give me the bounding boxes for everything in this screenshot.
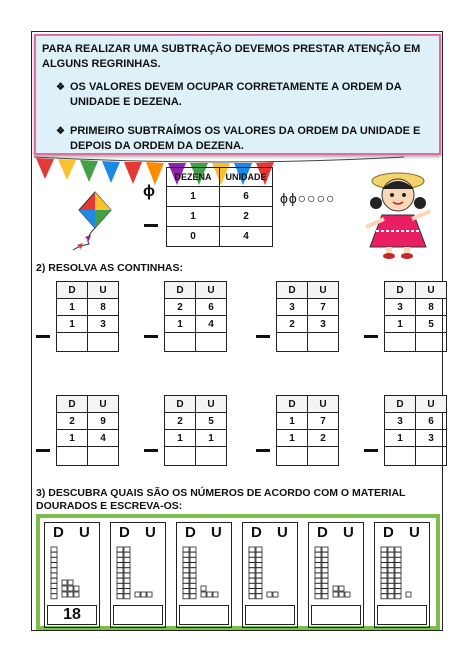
ten-rod-cube [256,552,262,557]
ten-rod-cube [395,583,401,588]
cell: 4 [220,227,273,247]
ten-rod-cube [395,573,401,578]
answer-box[interactable] [311,605,361,625]
rules-box [34,34,441,155]
minus-sign [144,224,158,227]
unit-cube [339,592,344,597]
unit-cube [68,580,73,585]
ten-rod-cube [315,589,321,594]
ten-rod-cube [256,589,262,594]
base-ten-blocks-icon [45,545,99,603]
ten-rod-cube [395,594,401,599]
ten-rod-cube [51,583,57,588]
ten-rod-cube [51,573,57,578]
rod-icon: ϕ [143,183,155,200]
column-header: D [57,282,88,299]
tens-label: D [383,524,394,541]
ten-rod-cube [388,563,394,568]
answer-cell[interactable] [165,333,196,352]
ten-rod-cube [315,573,321,578]
answer-cell[interactable] [196,333,227,352]
digit-cell: 1 [196,430,227,447]
answer-box[interactable] [377,605,427,625]
cell: 1 [167,187,220,207]
ten-rod-cube [124,568,130,573]
subtraction-problem [276,281,339,352]
answer-box[interactable] [245,605,295,625]
unit-cube [147,592,152,597]
ten-rod-cube [124,563,130,568]
ten-rod-cube [124,547,130,552]
ten-rod-cube [183,552,189,557]
unit-cube [135,592,140,597]
answer-cell[interactable] [308,333,339,352]
ten-rod-cube [315,563,321,568]
digit-cell: 3 [277,299,308,316]
ten-rod-cube [388,578,394,583]
ten-rod-cube [117,547,123,552]
answer-box[interactable] [179,605,229,625]
subtraction-problem [164,395,227,466]
unit-cube [345,592,350,597]
digit-cell: 2 [165,413,196,430]
unit-cube [333,586,338,591]
ten-rod-cube [117,552,123,557]
minus-sign [144,449,158,452]
answer-cell[interactable] [57,447,88,466]
section-2-title: 2) RESOLVA AS CONTINHAS: [36,262,184,274]
ten-rod-cube [183,557,189,562]
ten-rod-cube [388,547,394,552]
ten-rod-cube [117,583,123,588]
example-table [166,167,273,247]
digit-cell: 6 [196,299,227,316]
column-header: U [308,396,339,413]
ten-rod-cube [256,583,262,588]
ten-rod-cube [388,589,394,594]
base-ten-blocks-icon [111,545,165,603]
rule-1-text: OS VALORES DEVEM OCUPAR CORRETAMENTE A ORDEM DA UNIDADE E DEZENA. [70,81,402,108]
ten-rod-cube [256,578,262,583]
unit-cube [213,592,218,597]
kite-icon [65,190,115,252]
ten-rod-cube [315,568,321,573]
unit-cube [207,592,212,597]
unit-cube [141,592,146,597]
subtraction-problem [56,395,119,466]
ten-rod-cube [395,552,401,557]
column-header: U [416,396,447,413]
ten-rod-cube [249,594,255,599]
ten-rod-cube [315,594,321,599]
diamond-bullet-icon: ❖ [56,126,65,137]
ten-rod-cube [381,552,387,557]
unit-cube [406,592,411,597]
ten-rod-cube [249,573,255,578]
ten-rod-cube [315,547,321,552]
ten-rod-cube [117,589,123,594]
tens-label: D [185,524,196,541]
ten-rod-cube [256,573,262,578]
digit-cell: 1 [165,430,196,447]
digit-cell: 6 [416,413,447,430]
column-header: U [196,396,227,413]
ten-rod-cube [51,589,57,594]
ten-rod-cube [395,578,401,583]
ten-rod-cube [190,578,196,583]
ten-rod-cube [124,552,130,557]
digit-cell: 5 [196,413,227,430]
digit-cell: 1 [277,430,308,447]
ten-rod-cube [381,583,387,588]
ten-rod-cube [322,573,328,578]
answer-cell[interactable] [308,447,339,466]
units-label: U [211,524,222,541]
base-ten-card [110,522,166,628]
column-header: D [165,282,196,299]
ten-rod-cube [51,568,57,573]
ten-rod-cube [381,573,387,578]
base-ten-blocks-icon [243,545,297,603]
ten-rod-cube [249,547,255,552]
ten-rod-cube [183,583,189,588]
base-ten-card [44,522,100,628]
ten-rod-cube [388,557,394,562]
ten-rod-cube [183,568,189,573]
column-header: U [88,282,119,299]
answer-box[interactable] [113,605,163,625]
subtraction-problem [276,395,339,466]
ten-rod-cube [256,557,262,562]
subtraction-problem [384,395,447,466]
ten-rod-cube [51,563,57,568]
ten-rod-cube [249,557,255,562]
unit-cube [74,592,79,597]
ten-rod-cube [51,547,57,552]
cell: 1 [167,207,220,227]
ten-rod-cube [322,563,328,568]
subtraction-problem [164,281,227,352]
ten-rod-cube [322,578,328,583]
ten-rod-cube [388,594,394,599]
unit-cube [62,592,67,597]
digit-cell: 5 [416,316,447,333]
base-ten-blocks-icon [309,545,363,603]
ten-rod-cube [381,589,387,594]
column-header: D [277,282,308,299]
base-ten-blocks-icon [375,545,429,603]
ten-rod-cube [124,573,130,578]
base-ten-card [308,522,364,628]
ten-rod-cube [51,594,57,599]
units-label: U [145,524,156,541]
ten-rod-cube [51,578,57,583]
digit-cell: 1 [277,413,308,430]
ten-rod-cube [190,594,196,599]
ten-rod-cube [256,594,262,599]
unit-cube [62,586,67,591]
digit-cell: 8 [416,299,447,316]
header-unidade: UNIDADE [220,168,273,187]
ten-rod-cube [256,568,262,573]
digit-cell: 1 [57,316,88,333]
base-ten-blocks-panel [36,514,440,630]
unit-cube [201,586,206,591]
rules-intro: PARA REALIZAR UMA SUBTRAÇÃO DEVEMOS PRESTAR ATENÇÃO EM ALGUNS REGRINHAS. [42,43,421,70]
answer-box[interactable]: 18 [47,605,97,625]
ten-rod-cube [190,589,196,594]
ten-rod-cube [190,552,196,557]
answer-cell[interactable] [88,333,119,352]
ten-rod-cube [190,547,196,552]
ten-rod-cube [249,583,255,588]
ten-rod-cube [322,583,328,588]
ten-rod-cube [395,547,401,552]
ten-rod-cube [395,568,401,573]
unit-cube [273,592,278,597]
ten-rod-cube [381,578,387,583]
ten-rod-cube [315,552,321,557]
column-header: D [165,396,196,413]
ten-rod-cube [322,557,328,562]
section-3-title: 3) DESCUBRA QUAIS SÃO OS NÚMEROS DE ACORDO COM O MATERIAL DOURADOS E ESCREVA-OS: [36,487,406,512]
ten-rod-cube [190,568,196,573]
base-ten-card [176,522,232,628]
ten-rod-cube [124,583,130,588]
digit-cell: 7 [308,299,339,316]
column-header: D [57,396,88,413]
answer-cell[interactable] [385,333,416,352]
ten-rod-cube [190,563,196,568]
ten-rod-cube [183,594,189,599]
cell: 0 [167,227,220,247]
digit-cell: 2 [57,413,88,430]
ten-rod-cube [249,578,255,583]
column-header: D [385,282,416,299]
ten-rod-cube [51,552,57,557]
units-label: U [79,524,90,541]
column-header: U [196,282,227,299]
ten-rod-cube [381,557,387,562]
answer-cell[interactable] [385,447,416,466]
ten-rod-cube [315,583,321,588]
answer-cell[interactable] [196,447,227,466]
base-ten-card [374,522,430,628]
ten-rod-cube [315,578,321,583]
unit-cube [267,592,272,597]
tens-label: D [317,524,328,541]
header-dezena: DEZENA [167,168,220,187]
ten-rod-cube [388,573,394,578]
digit-cell: 3 [385,299,416,316]
minus-sign [256,449,270,452]
cell: 6 [220,187,273,207]
ten-rod-cube [315,557,321,562]
subtraction-problem [56,281,119,352]
digit-cell: 1 [57,299,88,316]
ten-rod-cube [381,563,387,568]
base-ten-card [242,522,298,628]
ten-rod-cube [381,547,387,552]
ten-rod-cube [395,589,401,594]
unit-cube [333,592,338,597]
column-header: D [277,396,308,413]
base-ten-blocks-icon [177,545,231,603]
unit-cube [74,586,79,591]
ten-rod-cube [322,594,328,599]
digit-cell: 8 [88,299,119,316]
ten-rod-cube [124,578,130,583]
ten-rod-cube [388,583,394,588]
cell: 2 [220,207,273,227]
unit-cube [68,586,73,591]
ten-rod-cube [395,563,401,568]
digit-cell: 4 [88,430,119,447]
ten-rod-cube [249,568,255,573]
digit-cell: 1 [57,430,88,447]
unit-cube [62,580,67,585]
minus-sign [364,449,378,452]
ten-rod-cube [117,594,123,599]
minus-sign [364,335,378,338]
ten-rod-cube [381,594,387,599]
digit-cell: 3 [88,316,119,333]
column-header: U [88,396,119,413]
tens-label: D [251,524,262,541]
answer-cell[interactable] [416,447,447,466]
ten-rod-cube [124,557,130,562]
answer-cell[interactable] [88,447,119,466]
digit-cell: 2 [165,299,196,316]
units-label: U [277,524,288,541]
diamond-bullet-icon: ❖ [56,82,65,93]
minus-sign [36,335,50,338]
digit-cell: 3 [416,430,447,447]
ten-rod-cube [190,583,196,588]
ten-rod-cube [117,568,123,573]
ten-rod-cube [256,563,262,568]
ten-rod-cube [124,594,130,599]
ten-rod-cube [249,563,255,568]
answer-cell[interactable] [57,333,88,352]
ten-rod-cube [249,552,255,557]
digit-cell: 7 [308,413,339,430]
units-label: U [343,524,354,541]
digit-cell: 1 [385,316,416,333]
column-header: U [416,282,447,299]
minus-sign [36,449,50,452]
digit-cell: 3 [385,413,416,430]
unit-cube [201,592,206,597]
ten-rod-cube [322,589,328,594]
units-label: U [409,524,420,541]
rule-1 [56,80,445,110]
ten-rod-cube [322,547,328,552]
ten-rod-cube [322,568,328,573]
answer-cell[interactable] [416,333,447,352]
tens-label: D [119,524,130,541]
ten-rod-cube [190,573,196,578]
ten-rod-cube [117,578,123,583]
beads-illustration-icon: ϕϕ○○○○ [280,190,336,206]
digit-cell: 1 [165,316,196,333]
digit-cell: 9 [88,413,119,430]
ten-rod-cube [117,557,123,562]
ten-rod-cube [190,557,196,562]
answer-cell[interactable] [165,447,196,466]
ten-rod-cube [381,568,387,573]
rule-2-text: PRIMEIRO SUBTRAÍMOS OS VALORES DA ORDEM DA UNIDADE E DEPOIS DA ORDEM DA DEZENA. [70,125,421,152]
ten-rod-cube [256,547,262,552]
digit-cell: 2 [277,316,308,333]
digit-cell: 1 [385,430,416,447]
minus-sign [256,335,270,338]
ten-rod-cube [117,563,123,568]
girl-illustration-icon [358,165,438,260]
tens-label: D [53,524,64,541]
digit-cell: 4 [196,316,227,333]
ten-rod-cube [51,557,57,562]
ten-rod-cube [183,563,189,568]
unit-cube [339,586,344,591]
ten-rod-cube [249,589,255,594]
digit-cell: 3 [308,316,339,333]
ten-rod-cube [183,547,189,552]
answer-cell[interactable] [277,447,308,466]
subtraction-problem [384,281,447,352]
ten-rod-cube [183,578,189,583]
digit-cell: 2 [308,430,339,447]
rule-2 [56,124,445,154]
minus-sign [144,335,158,338]
ten-rod-cube [395,557,401,562]
unit-cube [68,592,73,597]
column-header: D [385,396,416,413]
ten-rod-cube [388,552,394,557]
ten-rod-cube [124,589,130,594]
column-header: U [308,282,339,299]
ten-rod-cube [183,573,189,578]
ten-rod-cube [322,552,328,557]
ten-rod-cube [183,589,189,594]
answer-cell[interactable] [277,333,308,352]
ten-rod-cube [117,573,123,578]
ten-rod-cube [388,568,394,573]
